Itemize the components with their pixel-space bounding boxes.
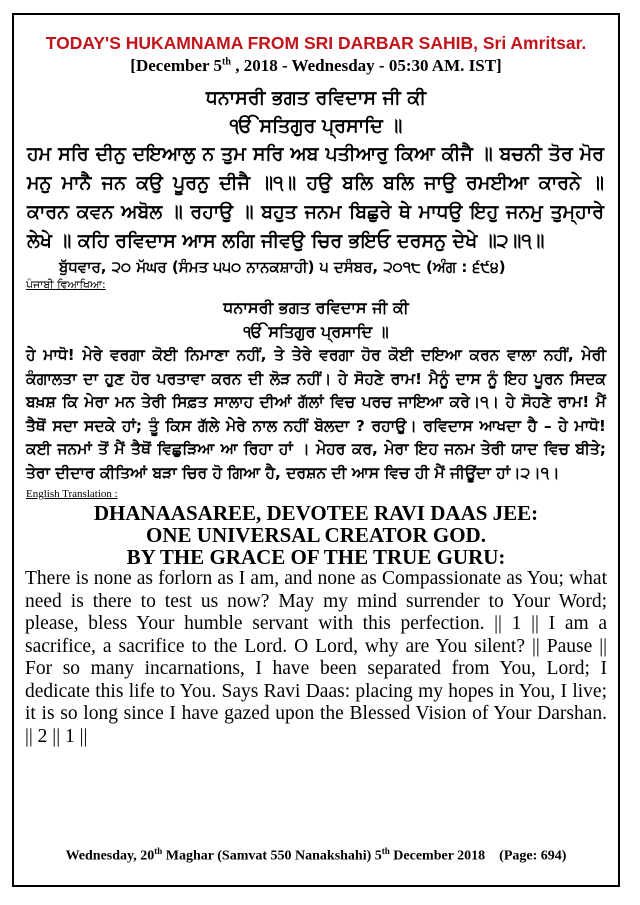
footer-samvat: Maghar (Samvat 550 Nanakshahi) 5 (162, 849, 382, 864)
footer-ordinal-1: th (154, 846, 163, 857)
footer-page-number: (Page: 694) (499, 849, 567, 864)
date-line (14, 56, 618, 76)
page-border (12, 13, 620, 887)
footer-date-line (14, 846, 618, 865)
english-heading-2: ONE UNIVERSAL CREATOR GOD. (146, 523, 486, 547)
date-prefix: [December 5 (130, 56, 223, 75)
page-title: TODAY'S HUKAMNAMA FROM SRI DARBAR SAHIB, Sri Amritsar. (45, 33, 587, 53)
english-heading-1: DHANAASAREE, DEVOTEE RAVI DAAS JEE: (93, 501, 539, 525)
gurmukhi-date-line: ਬੁੱਧਵਾਰ, ੨੦ ਮੱਘਰ (ਸੰਮਤ ੫੫੦ ਨਾਨਕਸ਼ਾਹੀ) ੫ ਦਸੰਬਰ, ੨੦੧੮ (ਅੰਗ : ੬੯੪) (59, 258, 506, 276)
punjabi-explanation-label: ਪੰਜਾਬੀ ਵਿਆਖਿਆ: (26, 278, 106, 291)
shabad-heading-raag: ਧਨਾਸਰੀ ਭਗਤ ਰਵਿਦਾਸ ਜੀ ਕੀ (205, 87, 427, 109)
explanation-text: ਹੇ ਮਾਧੋ! ਮੇਰੇ ਵਰਗਾ ਕੋਈ ਨਿਮਾਣਾ ਨਹੀਂ, ਤੇ ਤੇਰੇ ਵਰਗਾ ਹੋਰ ਕੋਈ ਦਇਆ ਕਰਨ ਵਾਲਾ ਨਹੀਂ, ਮੇਰੀ ਕੰਗਾਲਤਾ ਦਾ ਹੁਣ ਹੋਰ ਪਰਤਾਵਾ ਕਰਨ ਦੀ ਲੋੜ ਨਹੀਂ। ਹੇ ਸੋਹਣੇ ਰਾਮ! ਮੈਨੂੰ ਦਾਸ ਨੂੰ ਇਹ ਪੂਰਨ ਸਿਦਕ ਬਖ਼ਸ਼ ਕਿ ਮੇਰਾ ਮਨ ਤੇਰੀ ਸਿਫ਼ਤ ਸਾਲਾਹ ਦੀਆਂ ਗੱਲਾਂ ਵਿਚ ਪਰਚ ਜਾਇਆ ਕਰੇ।੧। ਹੇ ਸੋਹਣੇ ਰਾਮ! ਮੈਂ ਤੈਥੋਂ ਸਦਾ ਸਦਕੇ ਹਾਂ; ਤੂੰ ਕਿਸ ਗੱਲੇ ਮੇਰੇ ਨਾਲ ਨਹੀਂ ਬੋਲਦਾ ? ਰਹਾਉ। ਰਵਿਦਾਸ ਆਖਦਾ ਹੈ – ਹੇ ਮਾਧੋ! ਕਈ ਜਨਮਾਂ ਤੋਂ ਮੈਂ ਤੈਥੋਂ ਵਿਛੁੜਿਆ ਆ ਰਿਹਾ ਹਾਂ । ਮੇਹਰ ਕਰ, ਮੇਰਾ ਇਹ ਜਨਮ ਤੇਰੀ ਯਾਦ ਵਿਚ ਬੀਤੇ; ਤੇਰਾ ਦੀਦਾਰ ਕੀਤਿਆਂ ਬੜਾ ਚਿਰ ਹੋ ਗਿਆ ਹੈ, ਦਰਸ਼ਨ ਦੀ ਆਸ ਵਿਚ ਹੀ ਮੈਂ ਜੀਊਂਦਾ ਹਾਂ।੨।੧। (26, 346, 606, 482)
english-section (14, 502, 618, 748)
date-ordinal: th (222, 56, 231, 68)
english-translation-label: English Translation : (26, 488, 118, 500)
english-text: There is none as forlorn as I am, and none as Compassionate as You; what need is there to test us now? May my mind surrender to Your Word; please, bless Your humble servant with this perfection. || 1 || I am a sacrifice, a sacrifice to the Lord. O Lord, why are You silent? || Pause || For so many incarnations, I have been separated from You, Lord; I dedicate this life to You. Says Ravi Daas: placing my hopes in You, I live; it is so long since I have gazed upon the Blessed Vision of Your Darshan. || 2 || 1 || (25, 568, 607, 747)
footer-ordinal-2: th (381, 846, 390, 857)
shabad-section (14, 84, 618, 276)
date-rest: , 2018 - Wednesday - 05:30 AM. IST] (230, 56, 502, 75)
english-heading-3: BY THE GRACE OF THE TRUE GURU: (126, 545, 506, 569)
footer-weekday-date: Wednesday, 20 (65, 849, 155, 864)
explanation-heading-mool: ੴ ਸਤਿਗੁਰ ਪ੍ਰਸਾਦਿ ॥ (243, 322, 389, 341)
shabad-text: ਹਮ ਸਰਿ ਦੀਨੁ ਦਇਆਲੁ ਨ ਤੁਮ ਸਰਿ ਅਬ ਪਤੀਆਰੁ ਕਿਆ ਕੀਜੈ ॥ ਬਚਨੀ ਤੋਰ ਮੋਰ ਮਨੁ ਮਾਨੈ ਜਨ ਕਉ ਪੂਰਨੁ ਦੀਜੈ ॥੧॥ ਹਉ ਬਲਿ ਬਲਿ ਜਾਉ ਰਮਈਆ ਕਾਰਨੇ ॥ ਕਾਰਨ ਕਵਨ ਅਬੋਲ ॥ ਰਹਾਉ ॥ ਬਹੁਤ ਜਨਮ ਬਿਛੁਰੇ ਥੇ ਮਾਧਉ ਇਹੁ ਜਨਮੁ ਤੁਮ੍ਹਾਰੇ ਲੇਖੇ ॥ ਕਹਿ ਰਵਿਦਾਸ ਆਸ ਲਗਿ ਜੀਵਉ ਚਿਰ ਭਇਓ ਦਰਸਨੁ ਦੇਖੇ ॥੨॥੧॥ (27, 143, 604, 252)
explanation-heading-raag: ਧਨਾਸਰੀ ਭਗਤ ਰਵਿਦਾਸ ਜੀ ਕੀ (223, 298, 409, 317)
footer-month-year: December 2018 (389, 849, 486, 864)
shabad-heading-mool: ੴ ਸਤਿਗੁਰ ਪ੍ਰਸਾਦਿ ॥ (229, 115, 403, 137)
explanation-section (14, 296, 618, 485)
